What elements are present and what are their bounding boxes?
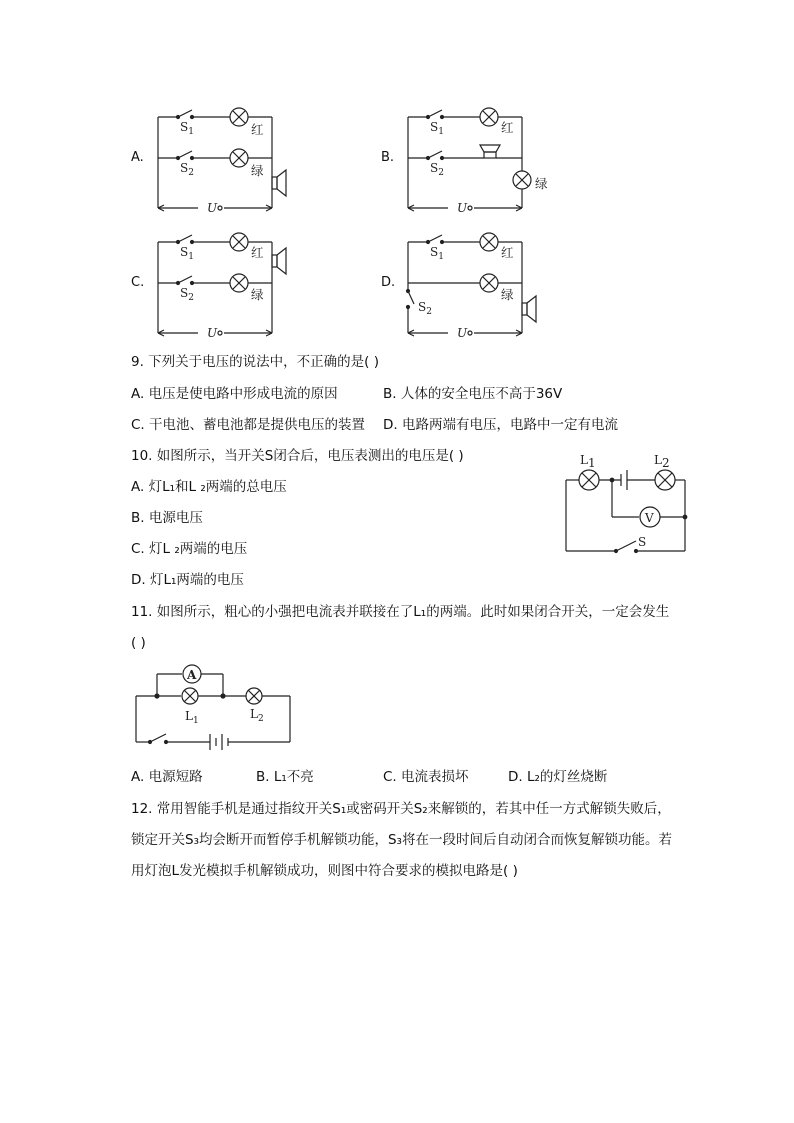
- q12-line-1: 12. 常用智能手机是通过指纹开关S₁或密码开关S₂来解锁的，若其中任一方式解锁失败后，: [131, 801, 671, 817]
- red-lamp-label: 红: [501, 120, 514, 135]
- q10-option-a: A. 灯L₁和L ₂两端的总电压: [131, 479, 287, 495]
- red-lamp-label: 红: [501, 245, 514, 260]
- q10-option-d: D. 灯L₁两端的电压: [131, 572, 244, 588]
- circuit-diagram-a: [150, 100, 300, 215]
- circuit-diagram-d: [400, 225, 560, 340]
- lamp-l1-label: $L_1$: [185, 709, 199, 726]
- lamp-l2-label: L2: [654, 453, 670, 470]
- q12-line-2: 锁定开关S₃均会断开而暂停手机解锁功能，S₃将在一段时间后自动闭合而恢复解锁功能。若: [131, 832, 672, 848]
- q11-option-a: A. 电源短路: [131, 769, 203, 785]
- q11-stem: 11. 如图所示，粗心的小强把电流表并联接在了L₁的两端。此时如果闭合开关，一定会发生: [131, 604, 670, 620]
- lamp-l1-label: L1: [580, 453, 596, 470]
- q11-option-c: C. 电流表损坏: [383, 769, 469, 785]
- switch-s1-label: $S_1$: [430, 120, 444, 137]
- option-label-b: B.: [381, 150, 395, 165]
- green-lamp-label: 绿: [501, 287, 514, 302]
- switch-s1-label: $S_1$: [180, 120, 194, 137]
- switch-s2-label: $S_2$: [180, 161, 194, 178]
- green-lamp-label: 绿: [535, 176, 548, 191]
- voltage-u-label: U: [457, 326, 468, 340]
- q11-circuit-diagram: [130, 660, 300, 752]
- q10-stem: 10. 如图所示，当开关S闭合后，电压表测出的电压是( ): [131, 448, 464, 464]
- q10-circuit-diagram: [560, 448, 700, 556]
- q9-option-c: C. 干电池、蓄电池都是提供电压的装置: [131, 417, 366, 433]
- q9-option-d: D. 电路两端有电压，电路中一定有电流: [383, 417, 618, 433]
- voltage-u-label: U: [207, 326, 218, 340]
- q12-line-3: 用灯泡L发光模拟手机解锁成功，则图中符合要求的模拟电路是( ): [131, 863, 518, 879]
- circuit-diagram-b: [400, 100, 560, 215]
- switch-s-label: S: [638, 535, 647, 549]
- option-label-d: D.: [381, 275, 396, 290]
- circuit-diagram-c: [150, 225, 300, 340]
- q11-option-b: B. L₁不亮: [256, 769, 314, 785]
- q10-option-c: C. 灯L ₂两端的电压: [131, 541, 248, 557]
- q11-paren: ( ): [131, 635, 146, 651]
- q11-option-d: D. L₂的灯丝烧断: [508, 769, 608, 785]
- switch-s2-label: $S_2$: [180, 286, 194, 303]
- switch-s2-label: $S_2$: [418, 300, 432, 317]
- lamp-l2-label: $L_2$: [250, 707, 264, 724]
- voltage-u-label: U: [457, 201, 468, 215]
- q9-option-a: A. 电压是使电路中形成电流的原因: [131, 386, 338, 402]
- q9-option-b: B. 人体的安全电压不高于36V: [383, 386, 563, 402]
- q9-stem: 9. 下列关于电压的说法中，不正确的是( ): [131, 354, 379, 370]
- green-lamp-label: 绿: [251, 163, 264, 178]
- switch-s1-label: $S_1$: [180, 245, 194, 262]
- option-label-a: A.: [131, 150, 144, 165]
- switch-s2-label: $S_2$: [430, 161, 444, 178]
- option-label-c: C.: [131, 275, 145, 290]
- voltage-u-label: U: [207, 201, 218, 215]
- red-lamp-label: 红: [251, 245, 264, 260]
- ammeter-symbol: A: [187, 668, 197, 682]
- switch-s1-label: $S_1$: [430, 245, 444, 262]
- red-lamp-label: 红: [251, 122, 264, 137]
- q10-option-b: B. 电源电压: [131, 510, 203, 526]
- voltmeter-symbol: V: [645, 511, 654, 525]
- green-lamp-label: 绿: [251, 287, 264, 302]
